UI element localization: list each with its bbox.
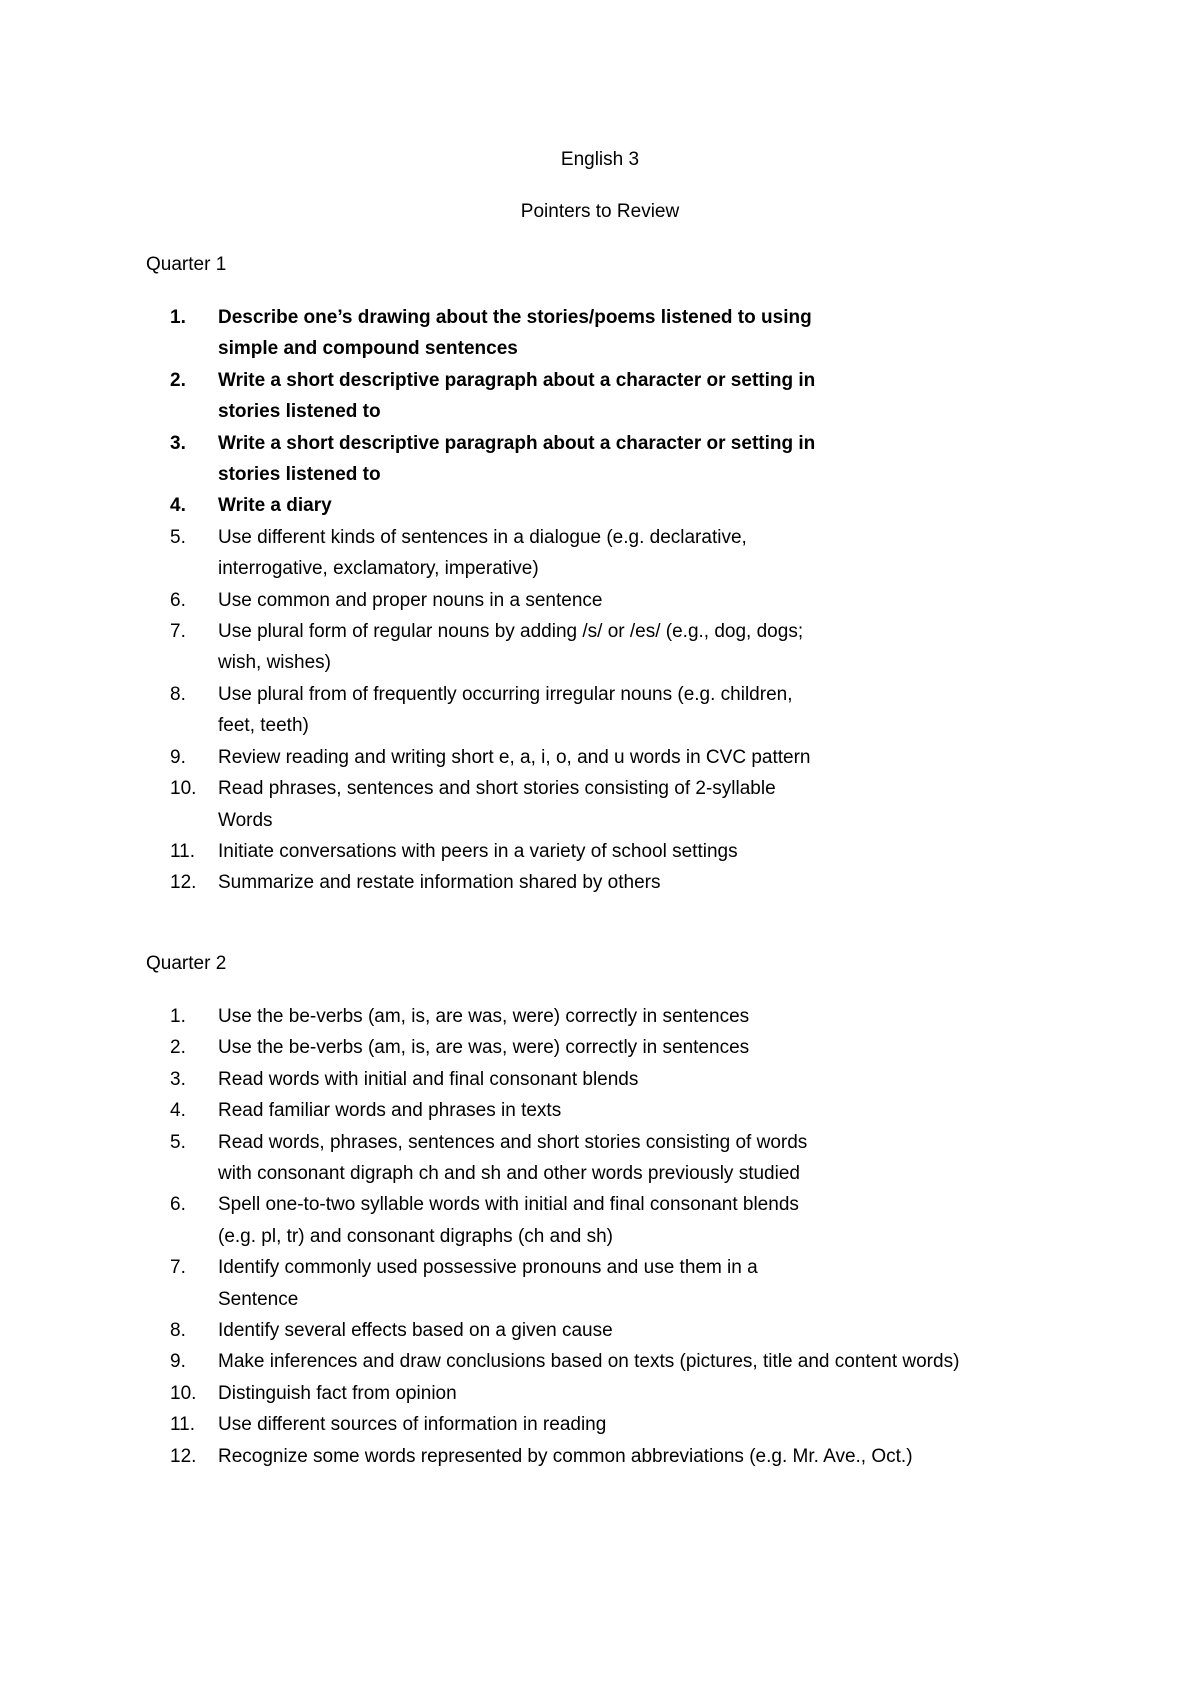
list-item <box>0 742 1038 773</box>
list-item-text: interrogative, exclamatory, imperative) <box>218 558 539 580</box>
page-subtitle: Pointers to Review <box>520 201 680 222</box>
list-item-text: Summarize and restate information shared by others <box>218 872 661 894</box>
quarter-2-heading: Quarter 2 <box>146 953 227 974</box>
list-item-number: 1. <box>170 307 186 328</box>
list-item <box>0 585 1038 616</box>
list-item <box>0 365 1038 428</box>
list-item-text: simple and compound sentences <box>218 338 518 360</box>
list-item-text: Initiate conversations with peers in a variety of school settings <box>218 840 738 862</box>
list-item <box>0 1441 1038 1472</box>
list-item-number: 6. <box>170 1194 186 1216</box>
list-item-text: Distinguish fact from opinion <box>218 1382 457 1404</box>
list-item-number: 2. <box>170 369 186 391</box>
list-item-text: (e.g. pl, tr) and consonant digraphs (ch and sh) <box>218 1225 614 1247</box>
quarter-2-list <box>0 1001 1200 1472</box>
quarter-1-heading: Quarter 1 <box>146 254 227 275</box>
list-item-number: 9. <box>170 746 186 768</box>
list-item <box>0 1064 1038 1095</box>
list-item-text: Use common and proper nouns in a sentence <box>218 589 603 611</box>
list-item-text: Spell one-to-two syllable words with initial and final consonant blends <box>218 1194 799 1216</box>
list-item <box>0 1001 1038 1032</box>
list-item-text: Read phrases, sentences and short stories consisting of 2-syllable <box>218 778 776 800</box>
list-item <box>0 1252 1038 1315</box>
list-item-text: stories listened to <box>218 464 381 486</box>
list-item <box>0 616 1038 679</box>
list-item-text: Review reading and writing short e, a, i, o, and u words in CVC pattern <box>218 746 811 768</box>
list-item-number: 9. <box>170 1351 186 1373</box>
list-item <box>0 1409 1038 1440</box>
list-item-number: 6. <box>170 589 186 611</box>
list-item-text: Write a short descriptive paragraph about a character or setting in <box>218 369 816 391</box>
list-item-text: Read familiar words and phrases in texts <box>218 1100 562 1122</box>
list-item-text: Use plural form of regular nouns by adding /s/ or /es/ (e.g., dog, dogs; <box>218 621 804 643</box>
list-item-text: Write a short descriptive paragraph about a character or setting in <box>218 432 816 454</box>
list-item-number: 3. <box>170 1068 186 1090</box>
list-item <box>0 867 1038 898</box>
list-item-text: Describe one’s drawing about the stories/poems listened to using <box>218 307 812 328</box>
list-item-number: 5. <box>170 526 186 548</box>
list-item-number: 7. <box>170 1257 186 1279</box>
list-item <box>0 428 1038 491</box>
list-item-number: 1. <box>170 1006 186 1027</box>
list-item-number: 10. <box>170 778 197 800</box>
list-item-text: Recognize some words represented by common abbreviations (e.g. Mr. Ave., Oct.) <box>218 1445 913 1467</box>
list-item <box>0 836 1038 867</box>
list-item-text: Use plural from of frequently occurring irregular nouns (e.g. children, <box>218 683 793 705</box>
list-item-text: Read words with initial and final consonant blends <box>218 1068 639 1090</box>
list-item <box>0 1127 1038 1190</box>
list-item-number: 7. <box>170 621 186 643</box>
list-item-number: 2. <box>170 1037 186 1059</box>
list-item-number: 11. <box>170 840 196 862</box>
list-item <box>0 1378 1038 1409</box>
list-item-number: 10. <box>170 1382 197 1404</box>
list-item-text: stories listened to <box>218 401 381 423</box>
list-item-text: Sentence <box>218 1288 299 1310</box>
list-item <box>0 1315 1038 1346</box>
list-item-number: 8. <box>170 1320 186 1342</box>
list-item <box>0 773 1038 836</box>
list-item-number: 3. <box>170 432 186 454</box>
list-item-number: 11. <box>170 1414 196 1436</box>
page-title: English 3 <box>560 149 640 170</box>
list-item <box>0 1189 1038 1252</box>
list-item-text: Identify commonly used possessive pronouns and use them in a <box>218 1257 758 1279</box>
list-item-number: 8. <box>170 683 186 705</box>
list-item <box>0 522 1038 585</box>
list-item <box>0 1032 1038 1063</box>
list-item-text: Make inferences and draw conclusions based on texts (pictures, title and content words) <box>218 1351 960 1373</box>
list-item <box>0 679 1038 742</box>
list-item <box>0 1346 1038 1377</box>
list-item-text: Write a diary <box>218 495 332 517</box>
list-item <box>0 302 1038 365</box>
list-item-text: with consonant digraph ch and sh and other words previously studied <box>218 1163 800 1185</box>
list-item-text: Use the be-verbs (am, is, are was, were) correctly in sentences <box>218 1006 750 1027</box>
list-item-text: Use different sources of information in reading <box>218 1414 607 1436</box>
list-item-number: 5. <box>170 1131 186 1153</box>
list-item-text: wish, wishes) <box>218 652 331 674</box>
list-item-number: 4. <box>170 495 186 517</box>
list-item-number: 12. <box>170 872 197 894</box>
quarter-1-list <box>0 302 1200 899</box>
list-item-text: Read words, phrases, sentences and short stories consisting of words <box>218 1131 808 1153</box>
list-item-text: Use the be-verbs (am, is, are was, were) correctly in sentences <box>218 1037 750 1059</box>
list-item-text: Identify several effects based on a given cause <box>218 1320 613 1342</box>
list-item-text: Use different kinds of sentences in a dialogue (e.g. declarative, <box>218 526 747 548</box>
list-item <box>0 1095 1038 1126</box>
list-item-text: Words <box>218 809 273 831</box>
list-item-number: 4. <box>170 1100 186 1122</box>
list-item-number: 12. <box>170 1445 197 1467</box>
list-item-text: feet, teeth) <box>218 715 309 737</box>
list-item <box>0 490 1038 521</box>
